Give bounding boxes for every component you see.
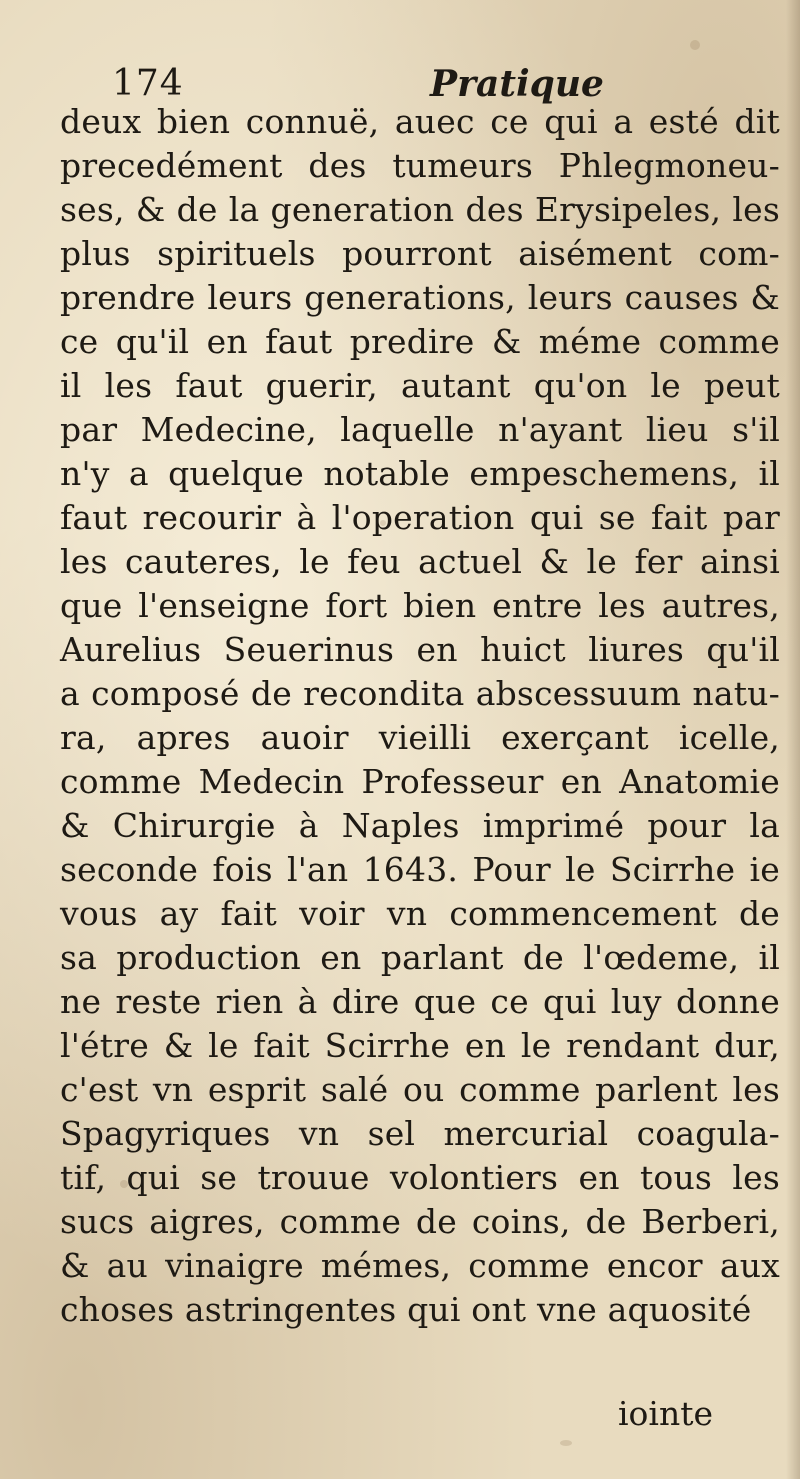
text-line: ce qu'il en faut predire & méme comme [60, 322, 780, 361]
text-line: comme Medecin Professeur en Anatomie [60, 762, 780, 801]
text-line: n'y a quelque notable empeschemens, il [60, 454, 780, 493]
text-line: precedément des tumeurs Phlegmoneu- [60, 146, 780, 185]
body-text [60, 100, 780, 1332]
text-line: sucs aigres, comme de coins, de Berberi, [60, 1202, 780, 1241]
text-line: deux bien connuë, auec ce qui a esté dit [60, 102, 780, 141]
text-line: choses astringentes qui ont vne aquosité [60, 1290, 752, 1329]
text-line: les cauteres, le feu actuel & le fer ainsi [60, 542, 780, 581]
foxing-spot [560, 1440, 572, 1446]
text-line: tif, qui se trouue volontiers en tous les [60, 1158, 780, 1197]
text-line: Spagyriques vn sel mercurial coagula- [60, 1114, 780, 1153]
text-line: vous ay fait voir vn commencement de [60, 894, 780, 933]
text-line: ses, & de la generation des Erysipeles, les [60, 190, 780, 229]
text-line: & au vinaigre mémes, comme encor aux [60, 1246, 780, 1285]
text-line: que l'enseigne fort bien entre les autres, [60, 586, 780, 625]
page-number: 174 [112, 63, 184, 104]
text-line: plus spirituels pourront aisément com- [60, 234, 780, 273]
running-title: Pratique [430, 63, 604, 105]
text-line: c'est vn esprit salé ou comme parlent les [60, 1070, 780, 1109]
text-line: l'étre & le fait Scirrhe en le rendant dur, [60, 1026, 780, 1065]
foxing-spot [690, 40, 700, 50]
text-line: par Medecine, laquelle n'ayant lieu s'il [60, 410, 780, 449]
text-line: a composé de recondita abscessuum natu- [60, 674, 780, 713]
page-edge-shadow [786, 0, 800, 1479]
text-line: seconde fois l'an 1643. Pour le Scirrhe ie [60, 850, 780, 889]
text-line: prendre leurs generations, leurs causes & [60, 278, 780, 317]
text-line: sa production en parlant de l'œdeme, il [60, 938, 780, 977]
catchword: iointe [618, 1394, 714, 1433]
text-line: Aurelius Seuerinus en huict liures qu'il [60, 630, 780, 669]
text-line: & Chirurgie à Naples imprimé pour la [60, 806, 780, 845]
text-line: il les faut guerir, autant qu'on le peut [60, 366, 780, 405]
text-line: ra, apres auoir vieilli exerçant icelle, [60, 718, 780, 757]
text-line: ne reste rien à dire que ce qui luy donne [60, 982, 780, 1021]
text-line: faut recourir à l'operation qui se fait par [60, 498, 780, 537]
